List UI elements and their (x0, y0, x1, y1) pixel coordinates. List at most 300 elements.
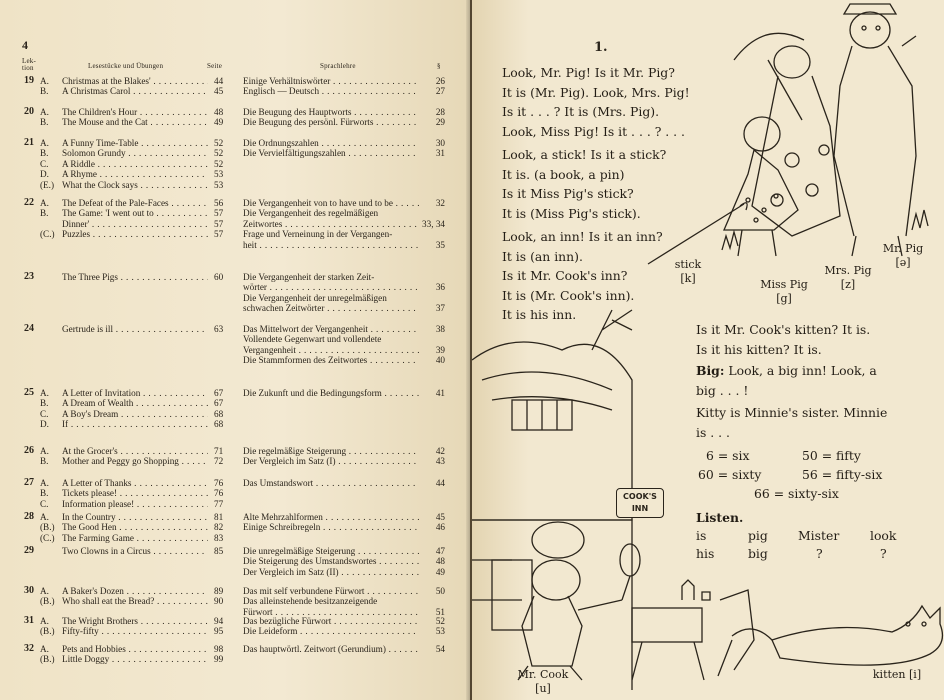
caption-kitten: kitten [i] (872, 668, 922, 681)
cooks-inn-illustration (472, 310, 632, 690)
grammar-paragraph: 47 (435, 546, 445, 556)
item-page: 63 (214, 324, 224, 334)
grammar-topic: Der Vergleich im Satz (I) . . . (243, 456, 419, 466)
grammar-paragraph: 31 (435, 148, 445, 159)
item-title: A Baker's Dozen . . . (62, 586, 208, 596)
grammar-paragraph: 48 (435, 556, 445, 567)
text-line: It is (Mr. Pig). Look, Mrs. Pig! (502, 84, 690, 100)
table-row (0, 198, 470, 250)
reading-list (40, 644, 270, 665)
lesson-number-cell: 32 (24, 643, 34, 654)
item-page: 76 (214, 478, 224, 488)
grammar-paragraph: 38 (435, 324, 445, 334)
grammar-topic: Das hauptwörtl. Zeitwort (Gerundium) . . . (243, 644, 419, 654)
grammar-item (243, 456, 448, 466)
grammar-topic: Die Leideform . . . (243, 626, 419, 636)
reading-list (40, 512, 270, 543)
text-block-1 (502, 63, 690, 141)
grammar-item (243, 345, 448, 355)
lesson-number-cell: 29 (24, 545, 34, 556)
grammar-item (243, 208, 448, 218)
grammar-list (243, 478, 448, 488)
table-row (0, 446, 470, 467)
grammar-paragraph: 42 (435, 446, 445, 456)
kitten-illustration (732, 606, 942, 665)
item-page: 45 (214, 86, 224, 97)
reading-item (40, 117, 270, 127)
reading-list (40, 586, 270, 607)
grammar-paragraph: 43 (435, 456, 445, 467)
item-title: A Letter of Thanks . . . (62, 478, 208, 488)
item-letter: (C.) (40, 532, 55, 543)
reading-item (40, 272, 270, 282)
grammar-paragraph: 27 (435, 86, 445, 97)
item-page: 94 (214, 616, 224, 626)
caption-miss-pig: Miss Pig [g] (760, 278, 808, 305)
reading-list (40, 616, 270, 637)
item-letter: A. (40, 616, 49, 626)
grammar-paragraph: 28 (435, 107, 445, 117)
item-title: The Defeat of the Pale-Faces . . . (62, 198, 208, 208)
lesson-number-cell: 21 (24, 137, 34, 148)
item-title: Solomon Grundy . . . (62, 148, 208, 158)
left-page (0, 0, 470, 700)
grammar-item (243, 626, 448, 636)
grammar-topic: Zeitwortes . . . (243, 219, 419, 229)
grammar-topic: Die Steigerung des Umstandswortes . . . (243, 556, 419, 566)
item-letter: (B.) (40, 654, 55, 665)
text-line: Is it . . . ? It is (Mrs. Pig). (502, 104, 660, 119)
grammar-item (243, 567, 448, 577)
grammar-item (243, 512, 448, 522)
table-row (0, 512, 470, 543)
item-title: A Boy's Dream . . . (62, 409, 208, 419)
caption-mrs-pig: Mrs. Pig [z] (824, 264, 872, 291)
item-page: 52 (214, 148, 224, 159)
big-label: Big: (696, 363, 725, 378)
number-56: 56 = fifty-six (802, 467, 883, 482)
grammar-list (243, 388, 448, 398)
item-page: 68 (214, 408, 224, 419)
text-line: It is his inn. (502, 307, 577, 322)
grammar-topic: Vergangenheit . . . (243, 345, 419, 355)
reading-item (40, 616, 270, 626)
reading-item (40, 86, 270, 96)
reading-item (40, 626, 270, 636)
grammar-list (243, 512, 448, 533)
table-row (0, 616, 470, 637)
item-page: 89 (214, 586, 224, 596)
reading-item (40, 107, 270, 117)
item-title: A Christmas Carol . . . (62, 86, 208, 96)
item-page: 95 (214, 626, 224, 637)
mr-cook-illustration (518, 522, 640, 680)
grammar-topic: Der Vergleich im Satz (II) . . . (243, 567, 419, 577)
reading-list (40, 324, 270, 334)
listen-word: ? (816, 546, 823, 561)
lesson-number-cell: 25 (24, 387, 34, 398)
item-title: Dinner' . . . (62, 219, 208, 229)
grammar-paragraph: 39 (435, 344, 445, 355)
text-line: It is. (a book, a pin) (502, 166, 625, 182)
text-line: Is it Mr. Cook's inn? (502, 268, 628, 283)
caption-stick: stick [k] (674, 258, 702, 285)
item-title: The Children's Hour . . . (62, 107, 208, 117)
grammar-paragraph: 41 (435, 388, 445, 398)
grammar-paragraph: 46 (435, 522, 445, 533)
grammar-paragraph: 52 (435, 616, 445, 626)
listen-word: is (696, 528, 707, 543)
grammar-item (243, 388, 448, 398)
grammar-list (243, 644, 448, 654)
table-row (0, 644, 470, 665)
item-letter: B. (40, 398, 49, 409)
grammar-paragraph: 36 (435, 282, 445, 293)
reading-item (40, 446, 270, 456)
lesson-number-cell: 30 (24, 585, 34, 596)
reading-item (40, 586, 270, 596)
item-title: Fifty-fifty . . . (62, 626, 208, 636)
grammar-list (243, 76, 448, 97)
text-line: Is it his kitten? It is. (696, 341, 822, 357)
listen-word: Mister (798, 528, 840, 543)
grammar-item (243, 76, 448, 86)
grammar-item (243, 86, 448, 96)
item-letter: B. (40, 488, 49, 499)
reading-item (40, 409, 270, 419)
item-page: 82 (214, 522, 224, 533)
grammar-topic: Die Stammformen des Zeitwortes . . . (243, 355, 419, 365)
reading-item (40, 229, 270, 239)
item-page: 60 (214, 272, 224, 282)
item-letter: (B.) (40, 626, 55, 637)
reading-list (40, 546, 270, 556)
grammar-topic: Die Zukunft und die Bedingungsform . . . (243, 388, 419, 398)
item-page: 72 (214, 456, 224, 467)
reading-item (40, 76, 270, 86)
item-title: A Rhyme . . . (62, 169, 208, 179)
grammar-topic: Die Vergangenheit des regelmäßigen (243, 208, 379, 219)
grammar-item (243, 556, 448, 566)
grammar-item (243, 522, 448, 532)
item-page: 99 (214, 654, 224, 665)
grammar-item (243, 324, 448, 334)
grammar-topic: Frage und Verneinung in der Vergangen- (243, 229, 393, 240)
grammar-item (243, 229, 448, 239)
item-title: What the Clock says . . . (62, 180, 208, 190)
item-page: 57 (214, 218, 224, 229)
item-letter: (E.) (40, 179, 55, 190)
item-title: Information please! . . . (62, 499, 208, 509)
caption-mr-pig: Mr. Pig [ə] (882, 242, 924, 269)
grammar-item (243, 546, 448, 556)
item-letter: B. (40, 86, 49, 97)
item-title: If . . . (62, 419, 208, 429)
item-page: 52 (214, 158, 224, 169)
item-letter: B. (40, 148, 49, 159)
grammar-topic: Die Vergangenheit der starken Zeit- (243, 272, 375, 282)
item-page: 48 (214, 107, 224, 117)
item-page: 68 (214, 419, 224, 430)
reading-item (40, 644, 270, 654)
reading-list (40, 388, 270, 430)
text-line: Look, a stick! Is it a stick? (502, 147, 667, 162)
item-page: 90 (214, 596, 224, 607)
item-page: 77 (214, 498, 224, 509)
item-letter: B. (40, 208, 49, 219)
item-letter: C. (40, 158, 49, 169)
reading-list (40, 138, 270, 190)
grammar-topic: Vollendete Gegenwart und vollendete (243, 334, 382, 345)
item-title: The Mouse and the Cat . . . (62, 117, 208, 127)
text-line: It is (Miss Pig's stick). (502, 205, 641, 221)
item-title: The Game: 'I went out to . . . (62, 208, 208, 218)
grammar-item (243, 272, 448, 282)
item-page: 49 (214, 117, 224, 128)
grammar-paragraph: 40 (435, 355, 445, 366)
grammar-topic: Englisch — Deutsch . . . (243, 86, 419, 96)
item-letter: A. (40, 586, 49, 596)
item-page: 85 (214, 546, 224, 556)
grammar-item (243, 282, 448, 292)
text-line: Look, Mr. Pig! Is it Mr. Pig? (502, 65, 675, 80)
reading-item (40, 208, 270, 218)
reading-item (40, 398, 270, 408)
text-line: Look, an inn! Is it an inn? (502, 229, 663, 244)
item-page: 67 (214, 388, 224, 398)
reading-item (40, 159, 270, 169)
grammar-item (243, 117, 448, 127)
item-title: Two Clowns in a Circus . . . (62, 546, 208, 556)
header-seite: Seite (207, 62, 222, 70)
right-page (472, 0, 944, 700)
item-title: In the Country . . . (62, 512, 208, 522)
text-line: Is it Miss Pig's stick? (502, 186, 634, 201)
grammar-topic: schwachen Zeitwörter . . . (243, 303, 419, 313)
grammar-topic: Das Mittelwort der Vergangenheit . . . (243, 324, 419, 334)
grammar-topic: Die Ordnungszahlen . . . (243, 138, 419, 148)
grammar-paragraph: 29 (435, 117, 445, 128)
lesson-number-cell: 27 (24, 477, 34, 488)
item-letter: D. (40, 169, 49, 180)
table-illustration (632, 580, 754, 680)
text-block-4 (696, 320, 870, 359)
listen-word: look (870, 528, 897, 543)
reading-item (40, 478, 270, 488)
reading-list (40, 478, 270, 509)
grammar-paragraph: 50 (435, 586, 445, 596)
grammar-list (243, 107, 448, 128)
grammar-paragraph: 44 (435, 478, 445, 488)
reading-item (40, 198, 270, 208)
grammar-paragraph: 51 (435, 606, 445, 617)
reading-item (40, 388, 270, 398)
item-page: 71 (214, 446, 224, 456)
reading-list (40, 107, 270, 128)
text-block-3 (502, 227, 663, 325)
text-line: is . . . (696, 424, 730, 440)
grammar-topic: Das bezügliche Fürwort . . . (243, 616, 419, 626)
grammar-item (243, 198, 448, 208)
reading-item (40, 219, 270, 229)
listen-word: big (748, 546, 768, 561)
listen-word: pig (748, 528, 768, 543)
number-66: 66 = sixty-six (754, 486, 839, 501)
lesson-number-cell: 31 (24, 615, 34, 626)
number-50: 50 = fifty (802, 448, 861, 463)
text-line: big . . . ! (696, 382, 749, 398)
grammar-topic: Die regelmäßige Steigerung . . . (243, 446, 419, 456)
grammar-topic: Die Beugung des Hauptworts . . . (243, 107, 419, 117)
item-letter: A. (40, 388, 49, 398)
item-letter: A. (40, 76, 49, 86)
grammar-item (243, 219, 448, 229)
reading-item (40, 419, 270, 429)
text-line: Kitty is Minnie's sister. Minnie (696, 405, 888, 420)
item-page: 53 (214, 179, 224, 190)
grammar-paragraph: 49 (435, 566, 445, 577)
item-letter: D. (40, 419, 49, 430)
caption-mr-cook: Mr. Cook [u] (517, 668, 569, 695)
grammar-paragraph: 53 (435, 626, 445, 637)
text-line: Is it Mr. Cook's kitten? It is. (696, 322, 871, 337)
grammar-topic: Die Vergangenheit von to have und to be . . . (243, 198, 419, 208)
grammar-paragraph: 35 (435, 239, 445, 250)
grammar-paragraph: 37 (435, 303, 445, 314)
item-title: Mother and Peggy go Shopping . . . (62, 456, 208, 466)
grammar-item (243, 446, 448, 456)
item-page: 52 (214, 138, 224, 148)
lesson-number: 1. (594, 40, 608, 55)
item-page: 98 (214, 644, 224, 654)
kitty-block (696, 403, 887, 442)
grammar-item (243, 293, 448, 303)
item-page: 67 (214, 398, 224, 409)
reading-item (40, 533, 270, 543)
item-letter: B. (40, 117, 49, 128)
reading-item (40, 654, 270, 664)
grammar-list (243, 446, 448, 467)
item-letter: A. (40, 446, 49, 456)
grammar-item (243, 644, 448, 654)
table-row (0, 76, 470, 97)
header-paragraph: § (437, 62, 441, 70)
grammar-paragraph: 30 (435, 138, 445, 148)
grammar-item (243, 616, 448, 626)
grammar-paragraph: 45 (435, 512, 445, 522)
item-letter: B. (40, 456, 49, 467)
number-6: 6 = six (706, 448, 750, 463)
lesson-number-cell: 20 (24, 106, 34, 117)
grammar-paragraph: 32 (435, 198, 445, 208)
item-letter: A. (40, 644, 49, 654)
grammar-item (243, 148, 448, 158)
item-title: A Dream of Wealth . . . (62, 398, 208, 408)
reading-item (40, 596, 270, 606)
item-letter: A. (40, 512, 49, 522)
grammar-topic: Die Vervielfältigungszahlen . . . (243, 148, 419, 158)
grammar-item (243, 478, 448, 488)
lesson-number-cell: 23 (24, 271, 34, 282)
reading-item (40, 180, 270, 190)
grammar-paragraph: 33, 34 (422, 218, 445, 229)
item-title: A Letter of Invitation . . . (62, 388, 208, 398)
text-line: Look, a big inn! Look, a (728, 363, 877, 378)
page-number: 4 (22, 38, 28, 52)
grammar-item (243, 240, 448, 250)
item-title: Puzzles . . . (62, 229, 208, 239)
grammar-item (243, 303, 448, 313)
lesson-number-cell: 26 (24, 445, 34, 456)
grammar-item (243, 355, 448, 365)
item-title: A Funny Time-Table . . . (62, 138, 208, 148)
lesson-number-cell: 24 (24, 323, 34, 334)
item-title: At the Grocer's . . . (62, 446, 208, 456)
grammar-topic: Fürwort . . . (243, 607, 419, 617)
grammar-list (243, 324, 448, 366)
reading-list (40, 272, 270, 282)
reading-list (40, 76, 270, 97)
item-page: 83 (214, 532, 224, 543)
grammar-list (243, 616, 448, 637)
listen-word: ? (880, 546, 887, 561)
table-row (0, 478, 470, 509)
listen-word: his (696, 546, 715, 561)
grammar-paragraph: 26 (435, 76, 445, 86)
item-letter: A. (40, 138, 49, 148)
grammar-topic: Die Beugung des persönl. Fürworts . . . (243, 117, 419, 127)
item-page: 44 (214, 76, 224, 86)
grammar-topic: Das Umstandswort . . . (243, 478, 419, 488)
table-row (0, 586, 470, 617)
lesson-number-cell: 28 (24, 511, 34, 522)
grammar-topic: Das alleinstehende besitzanzeigende (243, 596, 378, 607)
grammar-item (243, 334, 448, 344)
header-lesestuecke: Lesestücke und Übungen (88, 62, 164, 70)
grammar-topic: Das mit self verbundene Fürwort . . . (243, 586, 419, 596)
reading-list (40, 198, 270, 240)
grammar-list (243, 198, 448, 250)
text-line: Look, Miss Pig! Is it . . . ? . . . (502, 123, 685, 139)
grammar-topic: Einige Verhältniswörter . . . (243, 76, 419, 86)
grammar-item (243, 107, 448, 117)
grammar-list (243, 138, 448, 159)
lesson-number-cell: 19 (24, 75, 34, 86)
item-title: The Farming Game . . . (62, 533, 208, 543)
table-row (0, 138, 470, 190)
reading-item (40, 522, 270, 532)
reading-item (40, 512, 270, 522)
item-title: Christmas at the Blakes' . . . (62, 76, 208, 86)
text-line: It is (Mr. Cook's inn). (502, 287, 635, 303)
table-row (0, 272, 470, 314)
table-row (0, 107, 470, 128)
item-letter: A. (40, 478, 49, 488)
text-line: It is (an inn). (502, 248, 583, 264)
grammar-topic: wörter . . . (243, 282, 419, 292)
header-lektion: Lek- tion (22, 57, 37, 72)
grammar-topic: Die unregelmäßige Steigerung . . . (243, 546, 419, 556)
item-page: 81 (214, 512, 224, 522)
item-title: Pets and Hobbies . . . (62, 644, 208, 654)
item-title: The Wright Brothers . . . (62, 616, 208, 626)
item-letter: (B.) (40, 596, 55, 607)
grammar-item (243, 596, 448, 606)
reading-item (40, 499, 270, 509)
reading-item (40, 169, 270, 179)
grammar-topic: Alte Mehrzahlformen . . . (243, 512, 419, 522)
reading-item (40, 148, 270, 158)
